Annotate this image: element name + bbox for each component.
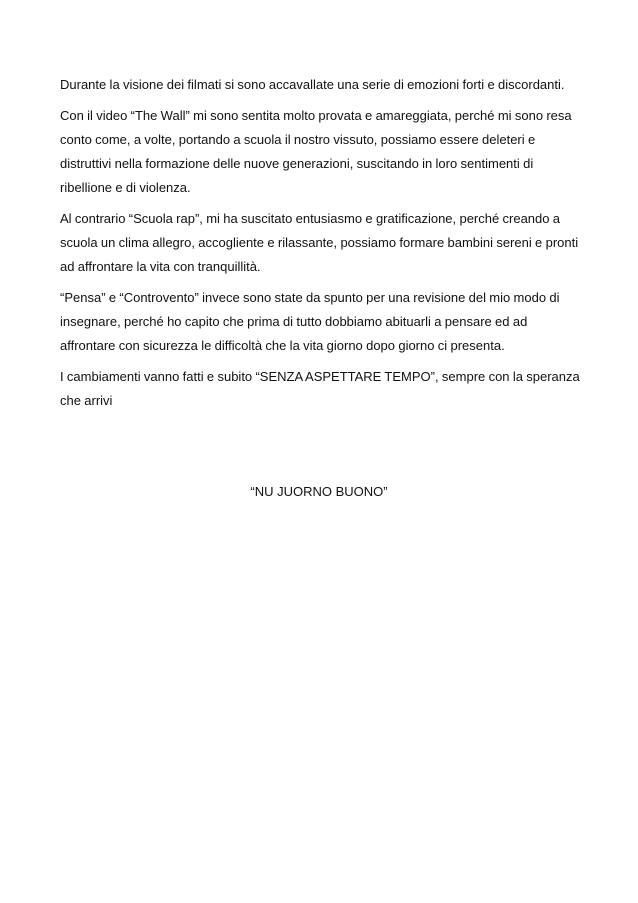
- closing-quote: “NU JUORNO BUONO”: [250, 484, 388, 499]
- paragraph-4: “Pensa” e “Controvento” invece sono state da spunto per una revisione del mio modo di insegnare, perché ho capito che prima di tutto dobbiamo abituarli a pensare ed ad affrontare con sicurezza le difficoltà che la vita giorno dopo giorno ci presenta.: [60, 290, 560, 353]
- paragraph-1: Durante la visione dei filmati si sono accavallate una serie di emozioni forti e discordanti.: [60, 77, 565, 92]
- document-body: [60, 73, 580, 420]
- paragraph-2: Con il video “The Wall” mi sono sentita molto provata e amareggiata, perché mi sono resa conto come, a volte, portando a scuola il nostro vissuto, possiamo essere deleteri e distruttivi nella formazione delle nuove generazioni, suscitando in loro sentimenti di ribellione e di violenza.: [60, 108, 572, 195]
- paragraph-3: Al contrario “Scuola rap”, mi ha suscitato entusiasmo e gratificazione, perché creando a scuola un clima allegro, accogliente e rilassante, possiamo formare bambini sereni e pronti ad affrontare la vita con tranquillità.: [60, 211, 579, 274]
- paragraph-5: I cambiamenti vanno fatti e subito “SENZA ASPETTARE TEMPO”, sempre con la speranza che arrivi: [60, 369, 580, 408]
